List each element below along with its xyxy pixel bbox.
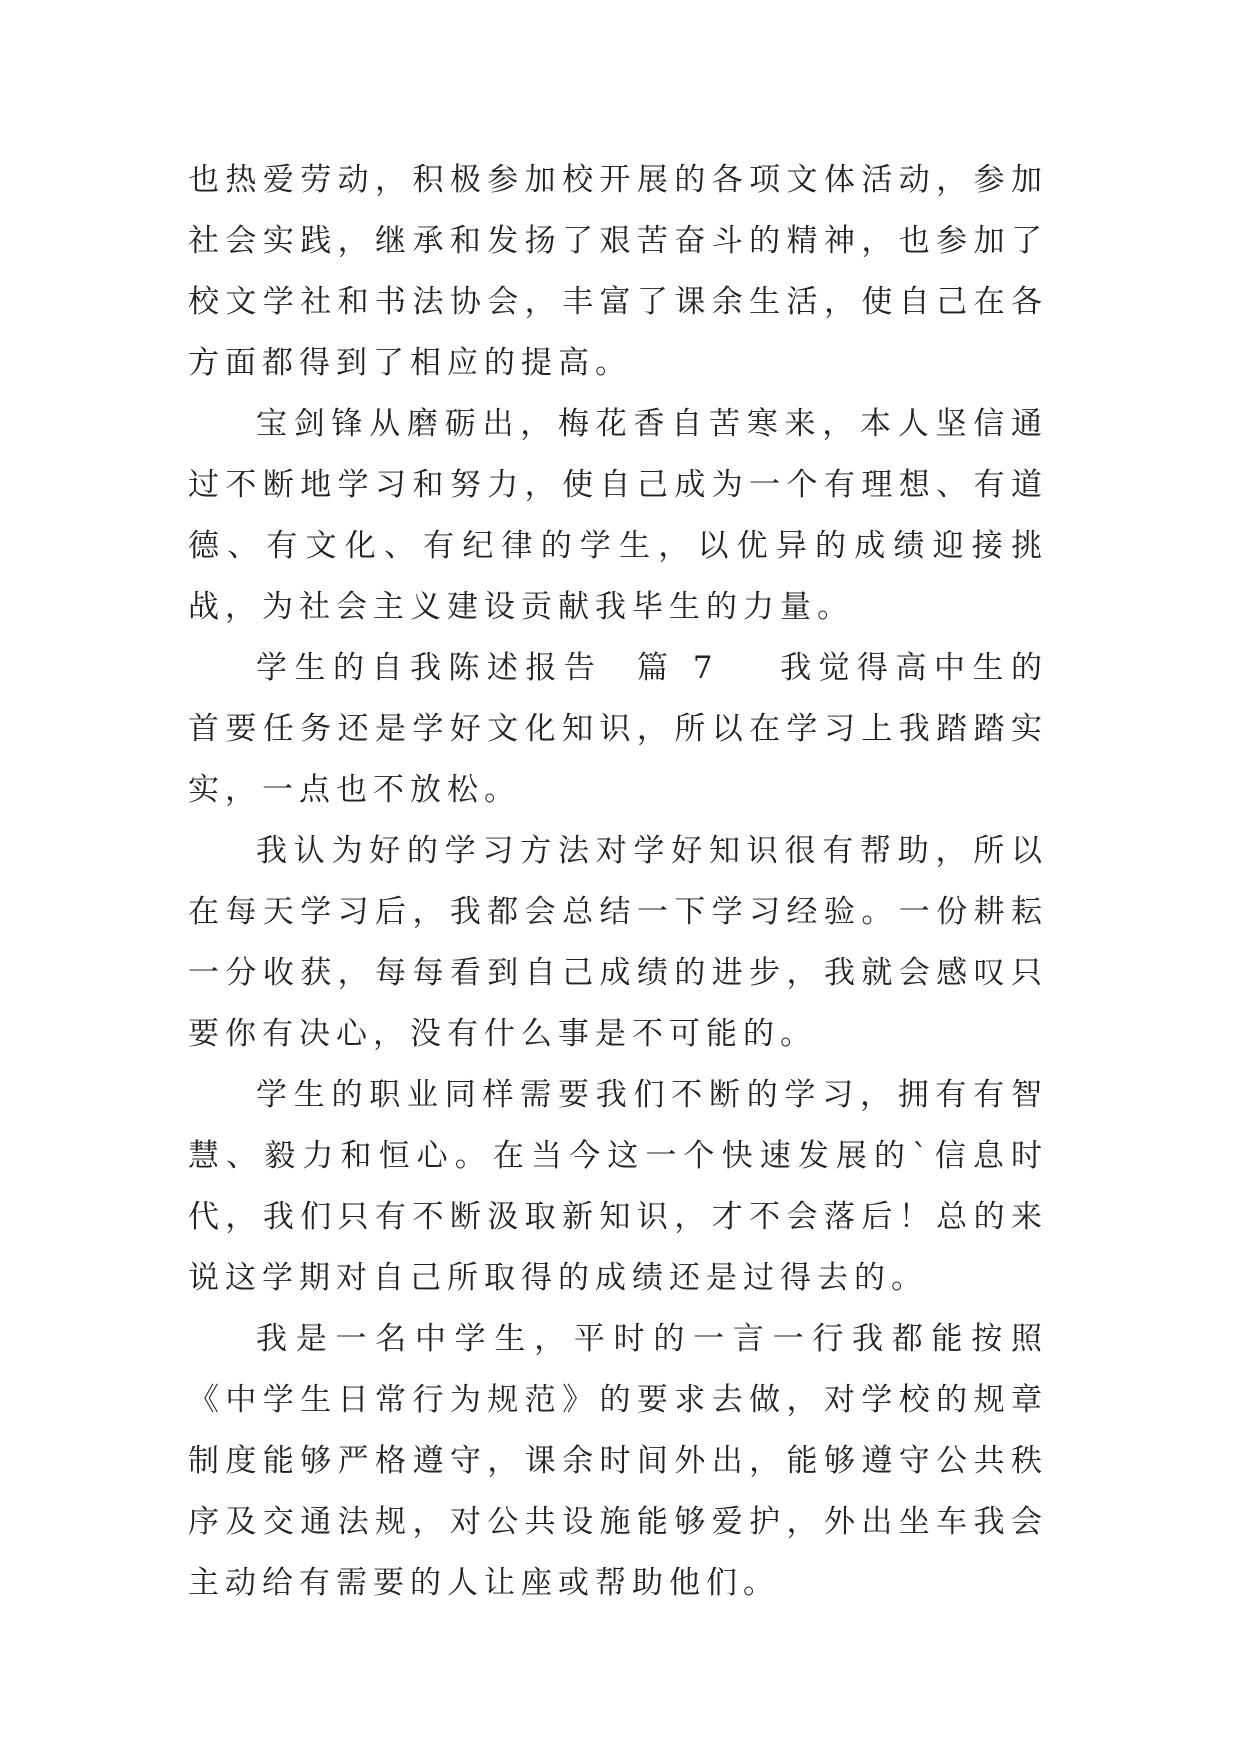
paragraph-3-text: 我觉得高中生的首要任务还是学好文化知识，所以在学习上我踏踏实实，一点也不放松。	[188, 650, 1048, 808]
paragraph-3	[188, 638, 1048, 821]
section-heading: 学生的自我陈述报告 篇 7	[256, 650, 719, 686]
paragraph-5: 学生的职业同样需要我们不断的学习，拥有有智慧、毅力和恒心。在当今这一个快速发展的`信息时代，我们只有不断汲取新知识，才不会落后！总的来说这学期对自己所取得的成绩还是过得去的。	[188, 1077, 1048, 1296]
paragraph-1: 也热爱劳动，积极参加校开展的各项文体活动，参加社会实践，继承和发扬了艰苦奋斗的精神，也参加了校文学社和书法协会，丰富了课余生活，使自己在各方面都得到了相应的提高。	[188, 162, 1048, 381]
paragraph-6: 我是一名中学生，平时的一言一行我都能按照《中学生日常行为规范》的要求去做，对学校的规章制度能够严格遵守，课余时间外出，能够遵守公共秩序及交通法规，对公共设施能够爱护，外出坐车我会主动给有需要的人让座或帮助他们。	[188, 1321, 1048, 1601]
document-body	[188, 150, 1048, 1614]
paragraph-2: 宝剑锋从磨砺出，梅花香自苦寒来，本人坚信通过不断地学习和努力，使自己成为一个有理想、有道德、有文化、有纪律的学生，以优异的成绩迎接挑战，为社会主义建设贡献我毕生的力量。	[188, 406, 1048, 625]
paragraph-4: 我认为好的学习方法对学好知识很有帮助，所以在每天学习后，我都会总结一下学习经验。一份耕耘一分收获，每每看到自己成绩的进步，我就会感叹只要你有决心，没有什么事是不可能的。	[188, 833, 1048, 1052]
